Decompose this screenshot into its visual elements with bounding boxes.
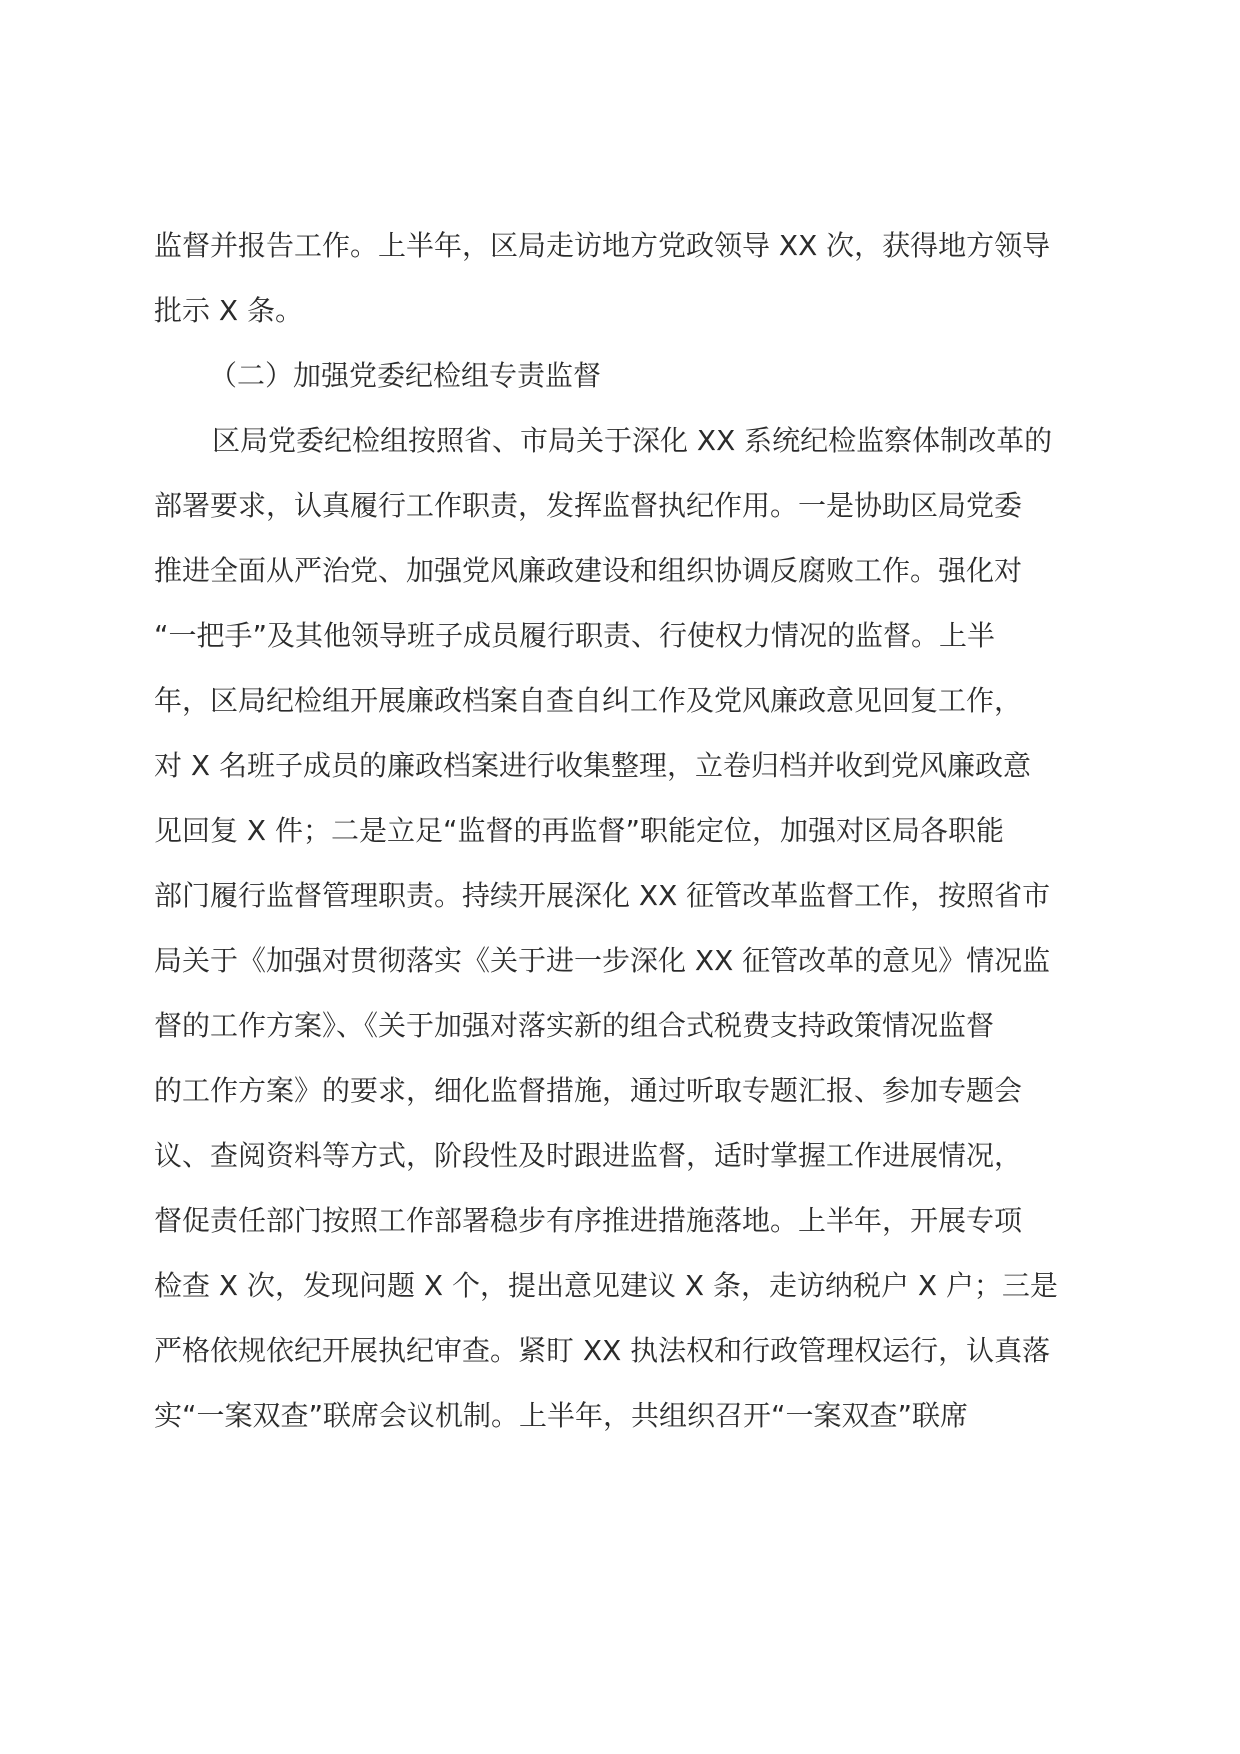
body-text-line: 监督并报告工作。上半年，区局走访地方党政领导 XX 次，获得地方领导	[154, 229, 1051, 262]
body-text-line: 部门履行监督管理职责。持续开展深化 XX 征管改革监督工作，按照省市	[154, 879, 1051, 912]
body-text-line: 督促责任部门按照工作部署稳步有序推进措施落地。上半年，开展专项	[154, 1204, 1023, 1237]
body-text-line: 局关于《加强对贯彻落实《关于进一步深化 XX 征管改革的意见》情况监	[154, 944, 1051, 977]
body-text-line: 严格依规依纪开展执纪审查。紧盯 XX 执法权和行政管理权运行，认真落	[154, 1334, 1051, 1367]
body-text-line: 见回复 X 件；二是立足“监督的再监督”职能定位，加强对区局各职能	[154, 814, 1004, 847]
body-text-line: 部署要求，认真履行工作职责，发挥监督执纪作用。一是协助区局党委	[154, 489, 1023, 522]
body-text-line: 检查 X 次，发现问题 X 个，提出意见建议 X 条，走访纳税户 X 户；三是	[154, 1269, 1058, 1302]
body-text-line: 的工作方案》的要求，细化监督措施，通过听取专题汇报、参加专题会	[154, 1074, 1023, 1107]
body-text-line: 对 X 名班子成员的廉政档案进行收集整理，立卷归档并收到党风廉政意	[154, 749, 1031, 782]
body-text-line: 实“一案双查”联席会议机制。上半年，共组织召开“一案双查”联席	[154, 1399, 969, 1432]
body-text-line: 推进全面从严治党、加强党风廉政建设和组织协调反腐败工作。强化对	[154, 554, 1023, 587]
body-text-line: 议、查阅资料等方式，阶段性及时跟进监督，适时掌握工作进展情况，	[154, 1139, 1023, 1172]
document-body	[154, 213, 1089, 1448]
body-text-line: 区局党委纪检组按照省、市局关于深化 XX 系统纪检监察体制改革的	[212, 424, 1053, 457]
body-text-line: 批示 X 条。	[154, 294, 303, 327]
body-text-line: “一把手”及其他领导班子成员履行职责、行使权力情况的监督。上半	[154, 619, 996, 652]
section-heading: （二）加强党委纪检组专责监督	[209, 359, 602, 392]
body-text-line: 督的工作方案》、《关于加强对落实新的组合式税费支持政策情况监督	[154, 1009, 995, 1042]
body-text-line: 年，区局纪检组开展廉政档案自查自纠工作及党风廉政意见回复工作，	[154, 684, 1023, 717]
